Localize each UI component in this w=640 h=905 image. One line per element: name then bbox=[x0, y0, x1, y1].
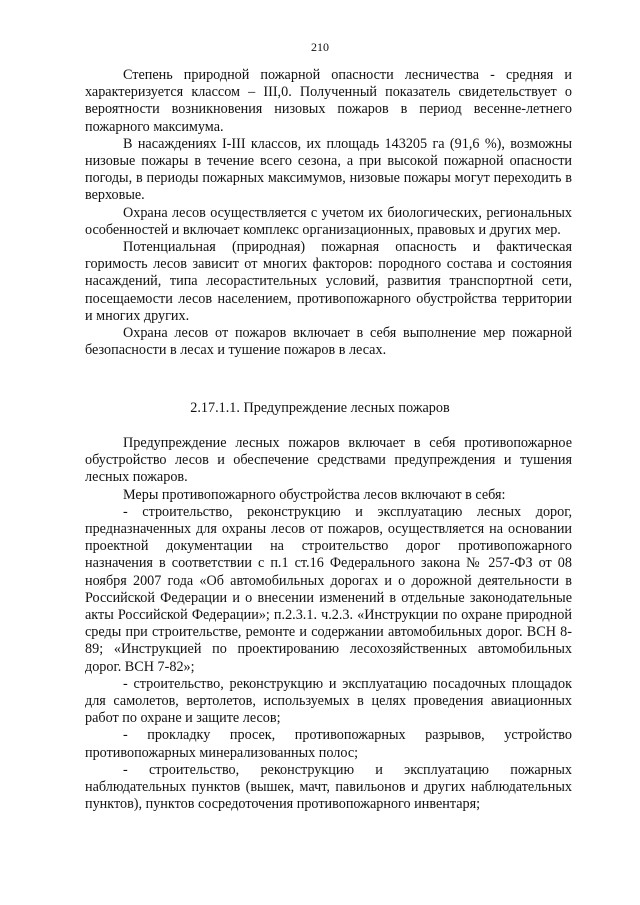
paragraph: Охрана лесов от пожаров включает в себя выполнение мер пожарной безопасности в лесах и тушение пожаров в лесах. bbox=[85, 325, 572, 359]
paragraph: Потенциальная (природная) пожарная опасность и фактическая горимость лесов зависит от многих факторов: породного состава и состояния насаждений, типа лесорастительных условий, развития транспортной сети, посещаемости лесов населением, противопожарного обустройства территории и многих других. bbox=[85, 239, 572, 324]
list-item: - строительство, реконструкцию и эксплуатацию лесных дорог, предназначенных для охраны лесов от пожаров, осуществляется на основании проектной документации на строительство дорог противопожарного назначения в соответствии с п.1 ст.16 Федерального закона № 257-ФЗ от 08 ноября 2007 года «Об автомобильных дорогах и о дорожной деятельности в Российской Федерации и о внесении изменений в отдельные законодательные акты Российской Федерации»; п.2.3.1. ч.2.3. «Инструкции по охране природной среды при строительстве, ремонте и содержании автомобильных дорог. ВСН 8-89; «Инструкцией по проектированию лесохозяйственных автомобильных дорог. ВСН 7-82»; bbox=[85, 503, 572, 675]
paragraph: Меры противопожарного обустройства лесов включают в себя: bbox=[123, 486, 506, 503]
list-item: - прокладку просек, противопожарных разрывов, устройство противопожарных минерализованных полос; bbox=[85, 727, 572, 761]
section-text bbox=[85, 435, 572, 813]
section-heading: 2.17.1.1. Предупреждение лесных пожаров bbox=[190, 400, 450, 416]
paragraph: В насаждениях I-III классов, их площадь 143205 га (91,6 %), возможны низовые пожары в течение всего сезона, а при высокой пожарной опасности погоды, в периоды пожарных максимумов, низовые пожары могут переходить в верховые. bbox=[85, 135, 572, 204]
list-item: - строительство, реконструкцию и эксплуатацию посадочных площадок для самолетов, вертолетов, используемых в целях проведения авиационных работ по охране и защите лесов; bbox=[85, 675, 572, 727]
paragraph: Предупреждение лесных пожаров включает в себя противопожарное обустройство лесов и обеспечение средствами предупреждения и тушения лесных пожаров. bbox=[85, 435, 572, 486]
page-number: 210 bbox=[311, 40, 329, 54]
intro-text bbox=[85, 67, 572, 359]
list-item: - строительство, реконструкцию и эксплуатацию пожарных наблюдательных пунктов (вышек, мачт, павильонов и других наблюдательных пунктов), пунктов сосредоточения противопожарного инвентаря; bbox=[85, 761, 572, 813]
paragraph: Охрана лесов осуществляется с учетом их биологических, региональных особенностей и включает комплекс организационных, правовых и других мер. bbox=[85, 204, 572, 238]
paragraph: Степень природной пожарной опасности лесничества - средняя и характеризуется классом – III,0. Полученный показатель свидетельствует о вероятности возникновения низовых пожаров в период весенне-летнего пожарного максимума. bbox=[85, 67, 572, 135]
